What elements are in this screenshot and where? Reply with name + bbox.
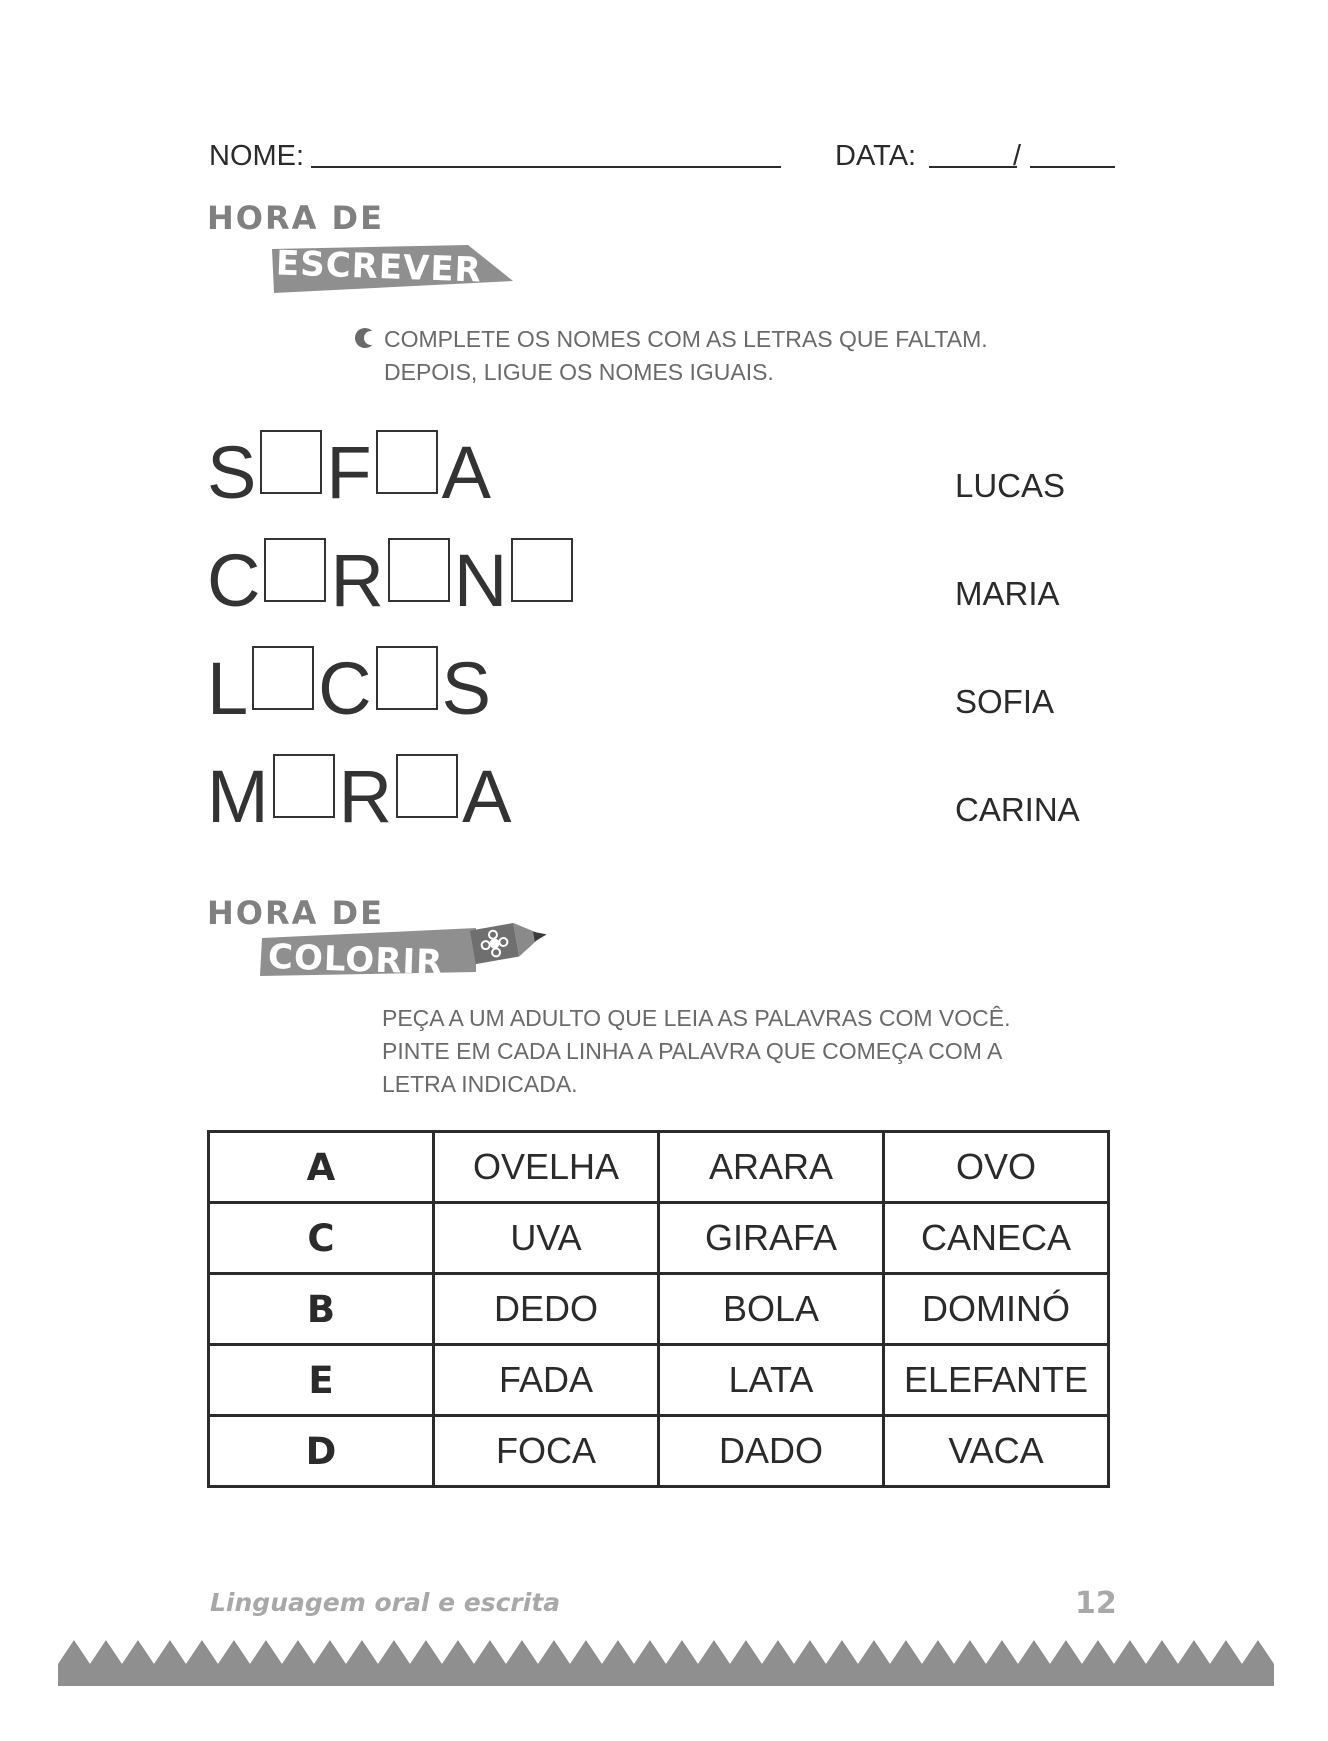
- row-letter: D: [209, 1416, 434, 1487]
- word-cell[interactable]: ARARA: [659, 1132, 884, 1203]
- puzzle-letter: F: [326, 431, 372, 514]
- table-row: [209, 1132, 1109, 1203]
- date-label: DATA:: [835, 140, 917, 172]
- word-cell[interactable]: LATA: [659, 1345, 884, 1416]
- table-row: [209, 1416, 1109, 1487]
- puzzle-letter: C: [318, 647, 372, 730]
- zigzag-border: [58, 1640, 1274, 1686]
- letter-blank-box[interactable]: [260, 430, 322, 494]
- match-name[interactable]: CARINA: [955, 791, 1080, 828]
- letter-blank-box[interactable]: [252, 646, 314, 710]
- color-instruction-line: PINTE EM CADA LINHA A PALAVRA QUE COMEÇA COM A: [382, 1038, 1003, 1064]
- row-letter: E: [209, 1345, 434, 1416]
- word-cell[interactable]: UVA: [434, 1203, 659, 1274]
- word-cell[interactable]: VACA: [884, 1416, 1109, 1487]
- word-cell[interactable]: BOLA: [659, 1274, 884, 1345]
- write-instruction-line: COMPLETE OS NOMES COM AS LETRAS QUE FALTAM.: [384, 326, 988, 352]
- puzzle-row-lucas: [207, 646, 491, 730]
- write-instruction-line: DEPOIS, LIGUE OS NOMES IGUAIS.: [384, 359, 774, 385]
- puzzle-letter: S: [207, 431, 257, 514]
- color-instruction-line: PEÇA A UM ADULTO QUE LEIA AS PALAVRAS COM VOCÊ.: [382, 1005, 1011, 1031]
- page-number: 12: [1075, 1586, 1117, 1621]
- puzzle-row-sofia: [207, 430, 491, 514]
- date-month-field[interactable]: [1030, 166, 1115, 168]
- match-name[interactable]: SOFIA: [955, 683, 1055, 720]
- name-label: NOME:: [209, 140, 305, 172]
- puzzle-letter: S: [441, 647, 491, 730]
- row-letter: C: [209, 1203, 434, 1274]
- color-instruction-line: LETRA INDICADA.: [382, 1071, 578, 1097]
- puzzle-letter: C: [207, 539, 261, 622]
- puzzle-letter: A: [441, 431, 491, 514]
- match-name[interactable]: MARIA: [955, 575, 1060, 612]
- date-separator: /: [1013, 140, 1022, 172]
- word-cell[interactable]: DOMINÓ: [884, 1274, 1109, 1345]
- moon-bullet-icon: [354, 327, 376, 349]
- letter-blank-box[interactable]: [388, 538, 450, 602]
- word-cell[interactable]: FADA: [434, 1345, 659, 1416]
- word-cell[interactable]: FOCA: [434, 1416, 659, 1487]
- puzzle-letter: M: [207, 755, 269, 838]
- color-instructions: [382, 1002, 1010, 1101]
- hora-de-label: HORA DE: [207, 894, 384, 932]
- letter-blank-box[interactable]: [396, 754, 458, 818]
- puzzle-letter: L: [207, 647, 249, 730]
- table-row: [209, 1345, 1109, 1416]
- name-field[interactable]: [311, 166, 781, 168]
- row-letter: A: [209, 1132, 434, 1203]
- hora-de-label: HORA DE: [207, 199, 384, 237]
- word-cell[interactable]: GIRAFA: [659, 1203, 884, 1274]
- letter-blank-box[interactable]: [511, 538, 573, 602]
- puzzle-letter: R: [338, 755, 393, 838]
- match-name[interactable]: LUCAS: [955, 467, 1066, 504]
- escrever-banner-text: ESCREVER: [275, 243, 483, 291]
- table-row: [209, 1274, 1109, 1345]
- colorir-banner-text: COLORIR: [267, 936, 444, 984]
- puzzle-letter: A: [462, 755, 512, 838]
- puzzle-row-carina: [207, 538, 577, 622]
- letter-blank-box[interactable]: [264, 538, 326, 602]
- word-cell[interactable]: ELEFANTE: [884, 1345, 1109, 1416]
- row-letter: B: [209, 1274, 434, 1345]
- word-cell[interactable]: DEDO: [434, 1274, 659, 1345]
- word-cell[interactable]: DADO: [659, 1416, 884, 1487]
- puzzle-letter: N: [453, 539, 508, 622]
- letter-word-table: [207, 1130, 1110, 1488]
- word-cell[interactable]: OVELHA: [434, 1132, 659, 1203]
- letter-blank-box[interactable]: [376, 430, 438, 494]
- letter-blank-box[interactable]: [376, 646, 438, 710]
- footer-subject: Linguagem oral e escrita: [210, 1588, 561, 1617]
- letter-blank-box[interactable]: [273, 754, 335, 818]
- puzzle-row-maria: [207, 754, 512, 838]
- date-day-field[interactable]: [929, 166, 1017, 168]
- write-instructions: [384, 323, 988, 389]
- table-row: [209, 1203, 1109, 1274]
- word-cell[interactable]: OVO: [884, 1132, 1109, 1203]
- puzzle-letter: R: [330, 539, 384, 622]
- word-cell[interactable]: CANECA: [884, 1203, 1109, 1274]
